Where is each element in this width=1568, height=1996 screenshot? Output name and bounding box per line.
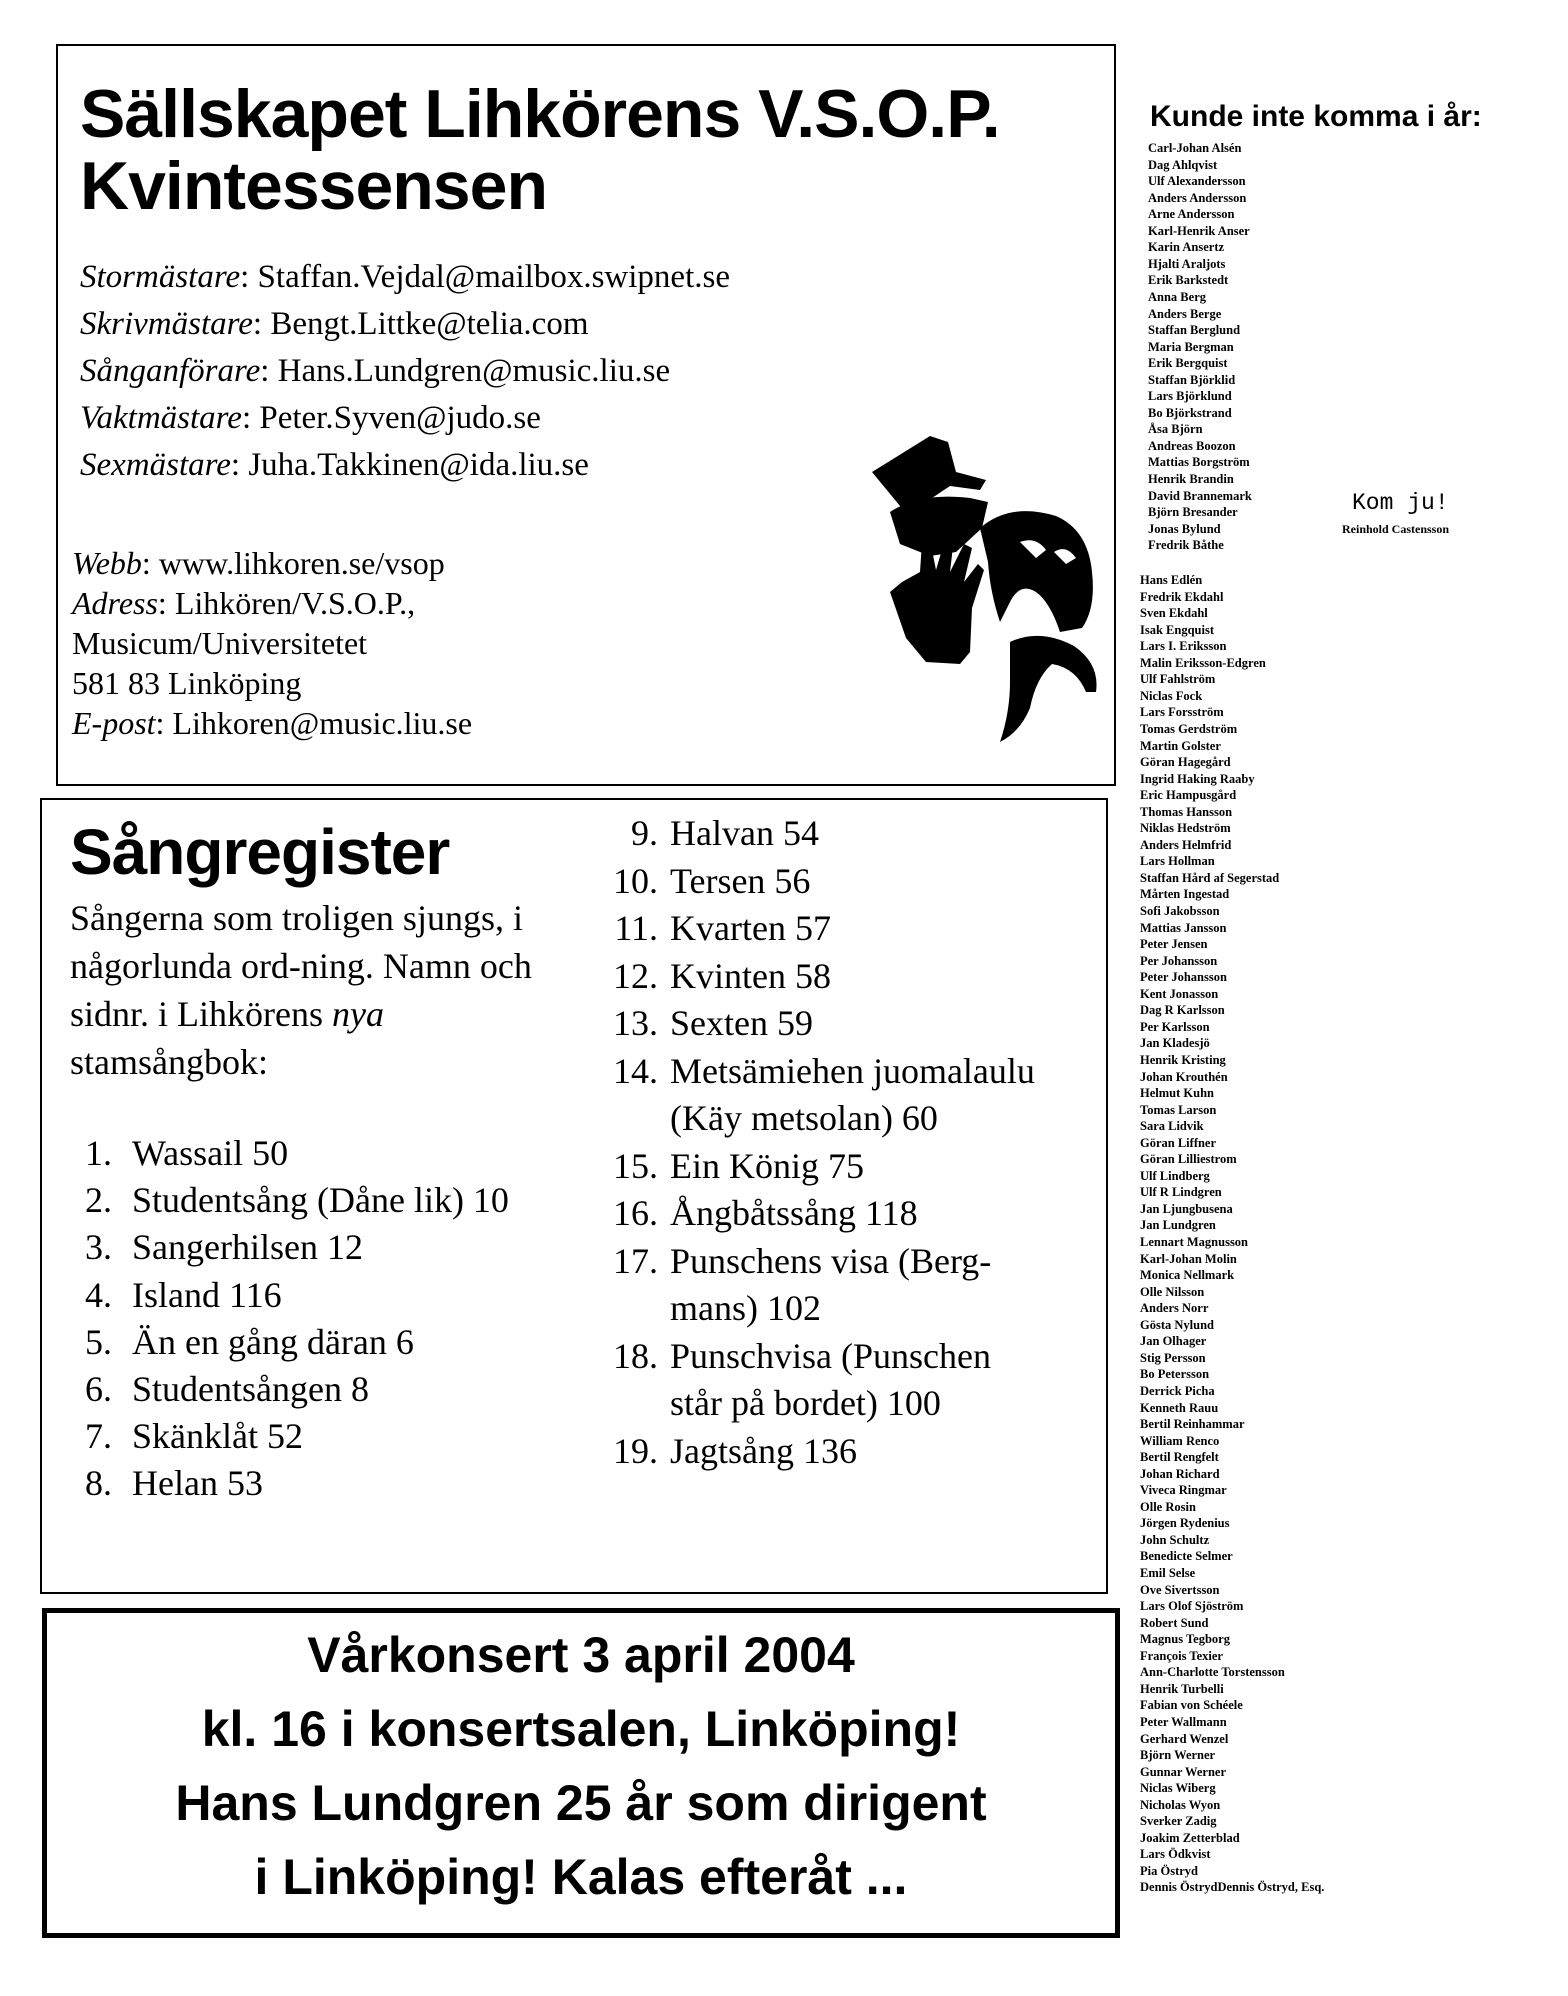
officer-email[interactable]: Bengt.Littke@telia.com <box>270 306 589 342</box>
officer-role: Stormästare <box>80 259 241 295</box>
email-link[interactable]: Lihkoren@music.liu.se <box>172 705 473 741</box>
absent-member: Kent Jonasson <box>1140 986 1219 1001</box>
officer-row: Vaktmästare: Peter.Syven@judo.se <box>80 400 541 436</box>
absent-member: Joakim Zetterblad <box>1140 1830 1240 1845</box>
officer-row: Stormästare: Staffan.Vejdal@mailbox.swipnet.se <box>80 259 730 295</box>
absent-member: Niclas Fock <box>1140 688 1203 703</box>
contact-info <box>72 543 472 743</box>
song-number: 16. <box>613 1193 658 1233</box>
absent-member: Fredrik Ekdahl <box>1140 589 1224 604</box>
top-hat-mask-logo <box>860 432 1108 744</box>
absent-member: Bertil Rengfelt <box>1140 1450 1219 1465</box>
email-row: E-post: Lihkoren@music.liu.se <box>72 705 473 741</box>
address-line-1: Lihkören/V.S.O.P., <box>174 585 416 621</box>
title-line-1: Sällskapet Lihkörens V.S.O.P. <box>80 76 1000 152</box>
absent-member: Niklas Hedström <box>1140 821 1231 836</box>
absent-member: Lars Björklund <box>1148 389 1232 404</box>
song-number: 3. <box>85 1227 112 1268</box>
song-title-continued-text: (Käy metsolan) 60 <box>670 1098 938 1138</box>
absent-member: Jörgen Rydenius <box>1140 1516 1230 1531</box>
absent-member: Magnus Tegborg <box>1140 1632 1230 1647</box>
absent-member: Erik Barkstedt <box>1148 273 1229 288</box>
song-number: 19. <box>613 1430 658 1471</box>
song-number: 11. <box>614 908 658 948</box>
absent-member: Bo Björkstrand <box>1148 405 1232 420</box>
officer-role: Vaktmästare <box>80 400 242 436</box>
absent-member: Henrik Turbelli <box>1140 1681 1224 1696</box>
absent-member: Björn Bresander <box>1148 505 1238 520</box>
absent-member: Dag R Karlsson <box>1140 1003 1225 1018</box>
absent-member: David Brannemark <box>1148 488 1252 503</box>
song-title: Än en gång däran 6 <box>132 1321 414 1362</box>
absent-member: Nicholas Wyon <box>1140 1797 1221 1812</box>
concert-announcement <box>42 1618 1120 1914</box>
absent-member: Björn Werner <box>1140 1748 1216 1763</box>
song-title: Jagtsång 136 <box>670 1430 857 1471</box>
song-number: 5. <box>85 1321 112 1362</box>
absent-member: Lennart Magnusson <box>1140 1235 1249 1249</box>
concert-line-4: i Linköping! Kalas efteråt ... <box>254 1849 908 1905</box>
absent-member: Fabian von Schéele <box>1140 1698 1243 1713</box>
absent-member: Viveca Ringmar <box>1140 1483 1227 1498</box>
absent-member: Gerhard Wenzel <box>1140 1731 1229 1746</box>
officer-role: Sånganförare <box>80 353 261 389</box>
song-number: 1. <box>85 1133 112 1173</box>
officers-list <box>80 254 730 489</box>
absent-member: Olle Nilsson <box>1140 1284 1205 1299</box>
song-title: Punschens visa (Berg- <box>670 1240 992 1281</box>
song-number: 18. <box>613 1335 658 1376</box>
absent-member: Monica Nellmark <box>1140 1268 1235 1283</box>
absent-member: François Texier <box>1140 1648 1223 1663</box>
address-line-2: Musicum/Universitetet <box>72 625 368 661</box>
absent-member: Staffan Berglund <box>1148 323 1241 338</box>
absent-member: Mattias Borgström <box>1148 455 1250 470</box>
officer-row: Sånganförare: Hans.Lundgren@music.liu.se <box>80 353 671 389</box>
song-title-continued-text: mans) 102 <box>670 1288 821 1328</box>
song-title: Studentsång (Dåne lik) 10 <box>132 1180 509 1221</box>
kom-ju-name: Reinhold Castensson <box>1342 522 1450 536</box>
absent-member: Lars Forsström <box>1140 705 1224 720</box>
concert-line-2: kl. 16 i konsertsalen, Linköping! <box>201 1701 961 1757</box>
absent-member: Anders Helmfrid <box>1140 837 1232 852</box>
absent-member: Fredrik Båthe <box>1148 538 1224 553</box>
absent-heading: Kunde inte komma i år: <box>1150 100 1482 133</box>
absent-member: Erik Bergquist <box>1148 356 1228 371</box>
absent-member: Robert Sund <box>1140 1615 1209 1630</box>
intro-emphasis: nya <box>331 994 384 1034</box>
song-number: 12. <box>613 955 658 996</box>
page-title <box>80 78 1000 222</box>
absent-member: Gösta Nylund <box>1140 1317 1214 1332</box>
intro-text-2: stamsångbok: <box>70 1042 268 1082</box>
web-label: Webb <box>72 545 142 581</box>
song-register-title: Sångregister <box>70 816 450 888</box>
absent-member: Jan Ljungbusena <box>1140 1201 1233 1216</box>
absent-member: Pia Östryd <box>1140 1863 1198 1878</box>
officer-role: Sexmästare <box>80 447 231 483</box>
intro-text-1: Sångerna som troligen sjungs, i någorlunda ord-ning. Namn och sidnr. i Lihkörens <box>70 898 532 1034</box>
absent-member: Johan Richard <box>1140 1466 1220 1481</box>
officer-email[interactable]: Juha.Takkinen@ida.liu.se <box>248 447 589 483</box>
absent-member: Eric Hampusgård <box>1140 788 1237 803</box>
song-title: Ångbåtssång 118 <box>670 1193 918 1233</box>
absent-member: Karl-Johan Molin <box>1140 1251 1237 1266</box>
absent-member: Ulf R Lindgren <box>1140 1185 1222 1200</box>
absent-member: Martin Golster <box>1140 738 1221 753</box>
song-title: Helan 53 <box>132 1463 263 1504</box>
song-title: Halvan 54 <box>670 813 819 853</box>
absent-member: Olle Rosin <box>1140 1499 1196 1514</box>
absent-member: Hjalti Araljots <box>1148 256 1226 271</box>
absent-member: Thomas Hansson <box>1140 804 1233 819</box>
absent-member: Derrick Picha <box>1140 1383 1215 1398</box>
absent-member: Anna Berg <box>1148 289 1206 304</box>
song-title: Tersen 56 <box>670 860 811 901</box>
absent-member: Lars Ödkvist <box>1140 1847 1211 1862</box>
address-row: Adress: Lihkören/V.S.O.P., <box>72 585 416 621</box>
absent-member: Carl-Johan Alsén <box>1148 141 1242 155</box>
officer-row: Skrivmästare: Bengt.Littke@telia.com <box>80 306 589 342</box>
song-title: Sangerhilsen 12 <box>132 1227 363 1268</box>
absent-member: John Schultz <box>1140 1532 1210 1547</box>
absent-member: Mattias Jansson <box>1140 920 1227 935</box>
absent-member: Johan Krouthén <box>1140 1069 1228 1084</box>
song-number: 7. <box>85 1416 112 1457</box>
absent-member: Göran Liffner <box>1140 1135 1217 1150</box>
absent-member: Staffan Hård af Segerstad <box>1140 870 1280 885</box>
song-title: Island 116 <box>132 1274 282 1315</box>
absent-member: Karl-Henrik Anser <box>1148 223 1250 238</box>
absent-member: Ingrid Haking Raaby <box>1140 771 1255 786</box>
absent-member: Peter Johansson <box>1140 970 1227 985</box>
officer-row: Sexmästare: Juha.Takkinen@ida.liu.se <box>80 447 589 483</box>
song-register-intro <box>70 894 570 1086</box>
absent-member: Tomas Gerdström <box>1140 721 1238 736</box>
absent-member: Jan Lundgren <box>1140 1218 1216 1233</box>
absent-member: Lars I. Eriksson <box>1140 639 1227 654</box>
absent-member: Hans Edlén <box>1140 573 1203 587</box>
song-number: 4. <box>85 1274 112 1315</box>
song-title: Wassail 50 <box>132 1133 289 1173</box>
officer-email[interactable]: Hans.Lundgren@music.liu.se <box>277 353 671 389</box>
song-title: Punschvisa (Punschen <box>670 1335 991 1376</box>
song-title: Sexten 59 <box>670 1003 813 1043</box>
absent-member: Anders Berge <box>1148 306 1222 321</box>
song-number: 17. <box>613 1240 658 1281</box>
absent-member: Niclas Wiberg <box>1140 1781 1216 1796</box>
absent-member: Sara Lidvik <box>1140 1119 1204 1134</box>
absent-member: William Renco <box>1140 1433 1220 1448</box>
absent-member: Dag Ahlqvist <box>1148 157 1218 172</box>
absent-member: Benedicte Selmer <box>1140 1549 1233 1564</box>
absent-member: Mårten Ingestad <box>1140 887 1230 902</box>
absent-member: Anders Andersson <box>1148 190 1247 205</box>
absent-member: Ann-Charlotte Torstensson <box>1140 1665 1285 1680</box>
song-title: Kvarten 57 <box>670 908 831 948</box>
song-title: Metsämiehen juomalaulu <box>670 1050 1035 1091</box>
song-title: Ein König 75 <box>670 1145 864 1186</box>
kom-ju-note: Kom ju! <box>1352 490 1449 516</box>
absent-member: Staffan Björklid <box>1148 372 1236 387</box>
absent-member: Per Johansson <box>1140 953 1218 968</box>
concert-line-3: Hans Lundgren 25 år som dirigent <box>175 1775 987 1831</box>
song-number: 2. <box>85 1180 112 1221</box>
officer-role: Skrivmästare <box>80 306 253 342</box>
absent-member: Per Karlsson <box>1140 1019 1210 1034</box>
song-number: 8. <box>85 1463 112 1504</box>
absent-member: Göran Hagegård <box>1140 755 1231 770</box>
absent-member: Tomas Larson <box>1140 1102 1217 1117</box>
absent-member: Ulf Lindberg <box>1140 1168 1210 1183</box>
absent-member: Dennis ÖstrydDennis Östryd, Esq. <box>1140 1880 1325 1895</box>
absent-member: Anders Norr <box>1140 1301 1209 1316</box>
absent-member: Jan Olhager <box>1140 1334 1207 1349</box>
absent-member: Henrik Kristing <box>1140 1052 1226 1067</box>
absent-member: Henrik Brandin <box>1148 472 1234 486</box>
address-label: Adress <box>72 585 158 621</box>
absent-member: Sofi Jakobsson <box>1140 904 1220 918</box>
absent-member: Bertil Reinhammar <box>1140 1417 1245 1432</box>
absent-member: Lars Olof Sjöström <box>1140 1599 1244 1614</box>
absent-member: Jan Kladesjö <box>1140 1036 1210 1051</box>
concert-line-1: Vårkonsert 3 april 2004 <box>307 1627 855 1683</box>
officer-email[interactable]: Peter.Syven@judo.se <box>259 400 541 436</box>
song-number: 6. <box>85 1369 112 1409</box>
song-title-continued-text: står på bordet) 100 <box>670 1383 941 1423</box>
song-number: 13. <box>613 1003 658 1043</box>
web-row: Webb: www.lihkoren.se/vsop <box>72 545 445 581</box>
absent-member: Malin Eriksson-Edgren <box>1140 655 1266 670</box>
song-title: Studentsången 8 <box>132 1369 369 1409</box>
absent-member: Maria Bergman <box>1148 339 1234 354</box>
absent-member: Gunnar Werner <box>1140 1764 1227 1779</box>
song-title: Skänklåt 52 <box>132 1416 303 1457</box>
absent-member: Lars Hollman <box>1140 854 1215 869</box>
absent-member: Ulf Alexandersson <box>1148 174 1246 189</box>
officer-email[interactable]: Staffan.Vejdal@mailbox.swipnet.se <box>257 259 730 295</box>
web-link[interactable]: www.lihkoren.se/vsop <box>158 545 445 581</box>
absent-member: Karin Ansertz <box>1148 240 1225 255</box>
absent-member: Sven Ekdahl <box>1140 606 1208 621</box>
song-title: Kvinten 58 <box>670 955 831 996</box>
absent-member: Isak Engquist <box>1140 622 1214 637</box>
email-label: E-post <box>72 705 156 741</box>
song-number: 10. <box>613 860 658 901</box>
absent-member: Åsa Björn <box>1148 422 1203 437</box>
absent-member: Helmut Kuhn <box>1140 1086 1214 1101</box>
absent-member: Andreas Boozon <box>1148 438 1236 453</box>
song-number: 15. <box>613 1145 658 1186</box>
absent-member: Ove Sivertsson <box>1140 1582 1220 1597</box>
absent-member: Stig Persson <box>1140 1350 1206 1365</box>
absent-member: Jonas Bylund <box>1148 521 1221 536</box>
absent-member: Ulf Fahlström <box>1140 672 1216 687</box>
absent-member: Sverker Zadig <box>1140 1814 1217 1829</box>
absent-member: Peter Wallmann <box>1140 1714 1227 1729</box>
absent-member: Peter Jensen <box>1140 937 1208 952</box>
absent-member: Kenneth Rauu <box>1140 1400 1219 1415</box>
absent-member: Arne Andersson <box>1148 207 1235 222</box>
song-number: 9. <box>631 813 658 853</box>
absent-member: Emil Selse <box>1140 1566 1196 1580</box>
absent-member: Bo Petersson <box>1140 1367 1210 1382</box>
absent-member: Göran Lilliestrom <box>1140 1152 1237 1167</box>
title-line-2: Kvintessensen <box>80 148 547 224</box>
song-number: 14. <box>613 1050 658 1091</box>
address-line-3: 581 83 Linköping <box>72 665 302 701</box>
